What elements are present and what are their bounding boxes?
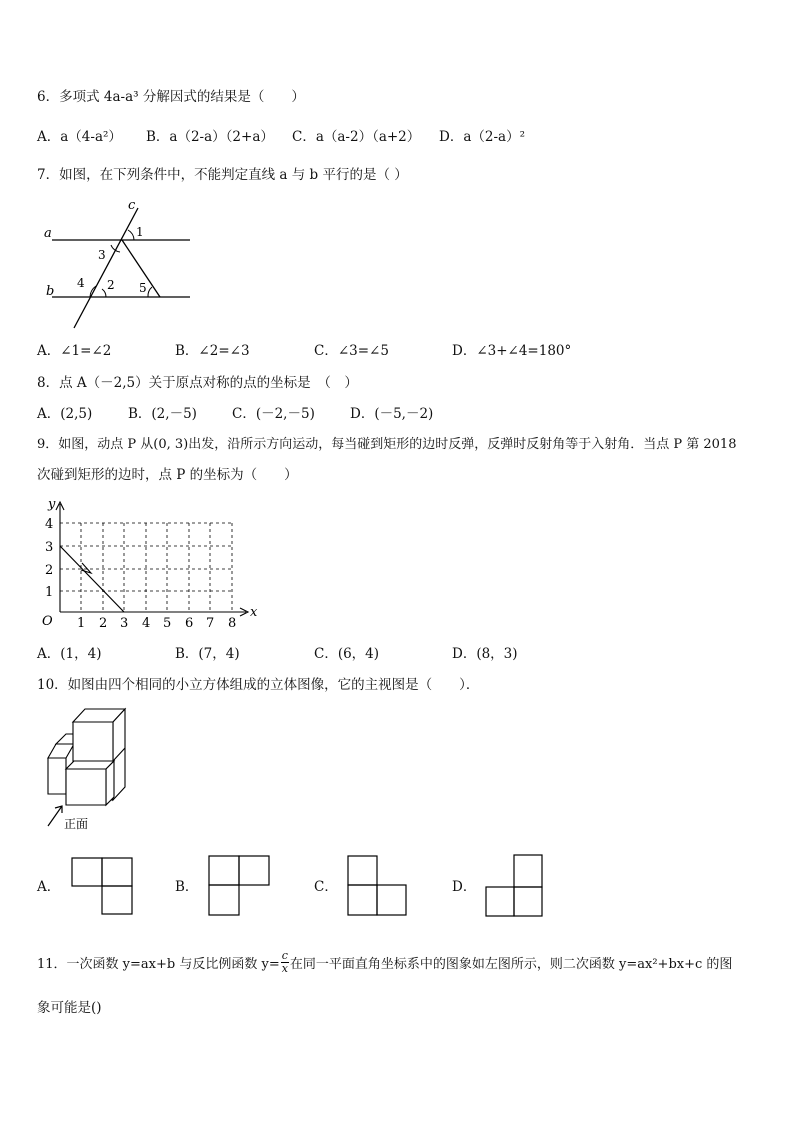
q8-option-d: D．(－5,－2) bbox=[350, 406, 434, 422]
q7-angle1-label: 1 bbox=[136, 225, 144, 239]
q9-option-a: A．(1，4) bbox=[37, 646, 102, 662]
q9-x-tick-1: 1 bbox=[77, 616, 86, 631]
q8-option-b: B．(2,－5) bbox=[128, 406, 197, 422]
q9-y-axis-label: y bbox=[48, 497, 56, 512]
q6-option-a: A．a（4-a²） bbox=[37, 129, 122, 145]
q10-option-d-view bbox=[484, 853, 548, 919]
q10-option-d-letter: D． bbox=[452, 879, 477, 895]
q10-stem: 10．如图由四个相同的小立方体组成的立体图像，它的主视图是（ ）． bbox=[37, 677, 480, 693]
q9-x-tick-2: 2 bbox=[99, 616, 108, 631]
q11-stem-line1 bbox=[37, 949, 733, 977]
q10-front-label: 正面 bbox=[64, 817, 89, 831]
q6-option-d: D．a（2-a）² bbox=[439, 129, 525, 145]
q11-stem-line2: 象可能是() bbox=[37, 1000, 102, 1016]
q9-x-tick-7: 7 bbox=[206, 616, 215, 631]
q9-y-tick-2: 2 bbox=[45, 563, 54, 578]
q7-angle5-label: 5 bbox=[139, 281, 147, 295]
q9-x-tick-6: 6 bbox=[185, 616, 194, 631]
q7-line-c-label: c bbox=[128, 198, 136, 213]
q9-option-c: C．(6，4) bbox=[314, 646, 380, 662]
q10-option-b-letter: B． bbox=[175, 879, 199, 895]
q9-x-tick-5: 5 bbox=[163, 616, 172, 631]
q9-x-tick-3: 3 bbox=[120, 616, 129, 631]
q7-stem: 7．如图，在下列条件中，不能判定直线 a 与 b 平行的是（ ） bbox=[37, 167, 408, 183]
q9-y-tick-4: 4 bbox=[45, 517, 54, 532]
q7-line-a-label: a bbox=[44, 226, 52, 241]
q7-option-a: A．∠1=∠2 bbox=[37, 343, 112, 359]
q10-option-c-letter: C． bbox=[314, 879, 338, 895]
q6-option-b: B．a（2-a）（2+a） bbox=[146, 129, 274, 145]
q9-option-d: D．(8，3) bbox=[452, 646, 518, 662]
q11-fraction-denominator: x bbox=[281, 962, 288, 975]
q9-x-axis-label: x bbox=[250, 605, 258, 620]
q10-option-c-view bbox=[346, 854, 410, 918]
q11-fraction bbox=[281, 950, 289, 975]
q8-stem: 8．点 A（－2,5）关于原点对称的点的坐标是 （ ） bbox=[37, 375, 358, 391]
q9-coordinate-grid-figure bbox=[36, 494, 260, 632]
q6-option-c: C．a（a-2）（a+2） bbox=[292, 129, 421, 145]
q9-stem-line1: 9．如图，动点 P 从(0, 3)出发，沿所示方向运动，每当碰到矩形的边时反弹，反弹时反射角等于入射角．当点 P 第 2018 bbox=[37, 437, 737, 452]
q7-angle3-label: 3 bbox=[98, 248, 106, 262]
q7-angle4-label: 4 bbox=[77, 276, 85, 290]
q10-option-a-view bbox=[70, 856, 134, 918]
q9-x-tick-4: 4 bbox=[142, 616, 151, 631]
q11-stem-part1: 11．一次函数 y=ax+b 与反比例函数 y= bbox=[37, 957, 280, 972]
q10-cube-solid-figure bbox=[40, 702, 140, 842]
q10-option-b-view bbox=[207, 854, 273, 918]
q9-stem-line2: 次碰到矩形的边时，点 P 的坐标为（ ） bbox=[37, 467, 298, 483]
q9-x-tick-8: 8 bbox=[228, 616, 237, 631]
q8-option-c: C．(－2,－5) bbox=[232, 406, 315, 422]
q9-y-tick-1: 1 bbox=[45, 585, 54, 600]
q9-option-b: B．(7，4) bbox=[175, 646, 240, 662]
q9-origin-label: O bbox=[42, 614, 53, 629]
q10-option-a-letter: A． bbox=[37, 879, 61, 895]
q7-line-b-label: b bbox=[46, 284, 55, 299]
q7-option-c: C．∠3=∠5 bbox=[314, 343, 389, 359]
q9-y-tick-3: 3 bbox=[45, 540, 54, 555]
q11-stem-part2: 在同一平面直角坐标系中的图象如左图所示，则二次函数 y=ax²+bx+c 的图 bbox=[289, 957, 733, 972]
q11-fraction-numerator: c bbox=[281, 949, 288, 962]
q6-stem: 6．多项式 4a-a³ 分解因式的结果是（ ） bbox=[37, 89, 305, 105]
q7-option-d: D．∠3+∠4=180° bbox=[452, 343, 572, 359]
q8-option-a: A．(2,5) bbox=[37, 406, 93, 422]
q7-angle2-label: 2 bbox=[107, 278, 115, 292]
q7-option-b: B．∠2=∠3 bbox=[175, 343, 250, 359]
q7-parallel-lines-figure bbox=[40, 198, 200, 333]
